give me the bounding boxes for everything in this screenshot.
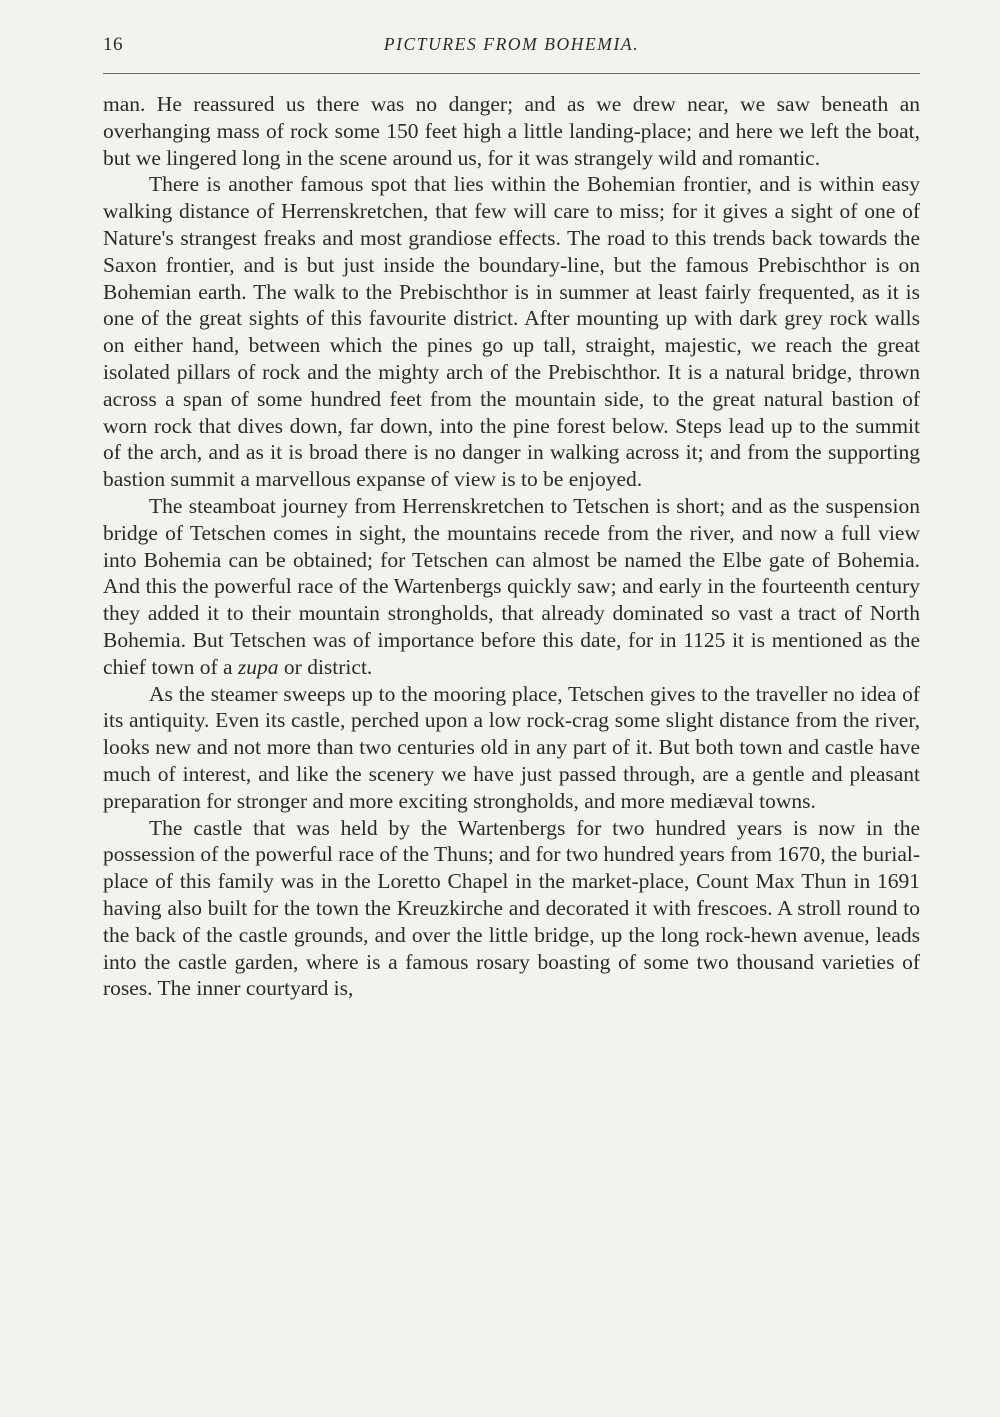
running-title: PICTURES FROM BOHEMIA.	[383, 34, 640, 54]
body-text	[103, 91, 920, 1002]
page-number: 16	[103, 34, 123, 55]
paragraph-3	[103, 493, 920, 681]
paragraph-5: The castle that was held by the Wartenbergs for two hundred years is now in the possession of the powerful race of the Thuns; and for two hundred years from 1670, the burial-place of this family was in the Loretto Chapel in the market-place, Count Max Thun in 1691 having also built for the town the Kreuzkirche and decorated it with frescoes. A stroll round to the back of the castle grounds, and over the little bridge, up the long rock-hewn avenue, leads into the castle garden, where is a famous rosary boasting of some two thousand varieties of roses. The inner courtyard is,	[103, 815, 920, 1001]
paragraph-3-italic-term: zupa	[237, 654, 279, 679]
header-rule	[103, 73, 920, 74]
paragraph-2: There is another famous spot that lies within the Bohemian frontier, and is within easy walking distance of Herrenskretchen, that few will care to miss; for it gives a sight of one of Nature's strangest freaks and most grandiose effects. The road to this trends back towards the Saxon frontier, and is but just inside the boundary-line, but the famous Prebischthor is on Bohemian earth. The walk to the Prebischthor is in summer at least fairly frequented, as it is one of the great sights of this favourite district. After mounting up with dark grey rock walls on either hand, between which the pines go up tall, straight, majestic, we reach the great isolated pillars of rock and the mighty arch of the Prebischthor. It is a natural bridge, thrown across a span of some hundred feet from the mountain side, to the great natural bastion of worn rock that dives down, far down, into the pine forest below. Steps lead up to the summit of the arch, and as it is broad there is no danger in walking across it; and from the supporting bastion summit a marvellous expanse of view is to be enjoyed.	[103, 172, 920, 492]
paragraph-3-text-b: or district.	[278, 654, 373, 679]
paragraph-1: man. He reassured us there was no danger; and as we drew near, we saw beneath an overhanging mass of rock some 150 feet high a little landing-place; and here we left the boat, but we lingered long in the scene around us, for it was strangely wild and romantic.	[103, 92, 920, 170]
paragraph-4: As the steamer sweeps up to the mooring place, Tetschen gives to the traveller no idea of its antiquity. Even its castle, perched upon a low rock-crag some slight distance from the river, looks new and not more than two centuries old in any part of it. But both town and castle have much of interest, and like the scenery we have just passed through, are a gentle and pleasant preparation for stronger and more exciting strongholds, and more mediæval towns.	[103, 681, 920, 813]
paragraph-3-text-a: The steamboat journey from Herrenskretchen to Tetschen is short; and as the suspension bridge of Tetschen comes in sight, the mountains recede from the river, and now a full view into Bohemia can be obtained; for Tetschen can almost be named the Elbe gate of Bohemia. And this the powerful race of the Wartenbergs quickly saw; and early in the fourteenth century they added it to their mountain strongholds, that already dominated so vast a tract of North Bohemia. But Tetschen was of importance before this date, for in 1125 it is mentioned as the chief town of a	[103, 493, 920, 679]
page-header	[103, 34, 920, 64]
